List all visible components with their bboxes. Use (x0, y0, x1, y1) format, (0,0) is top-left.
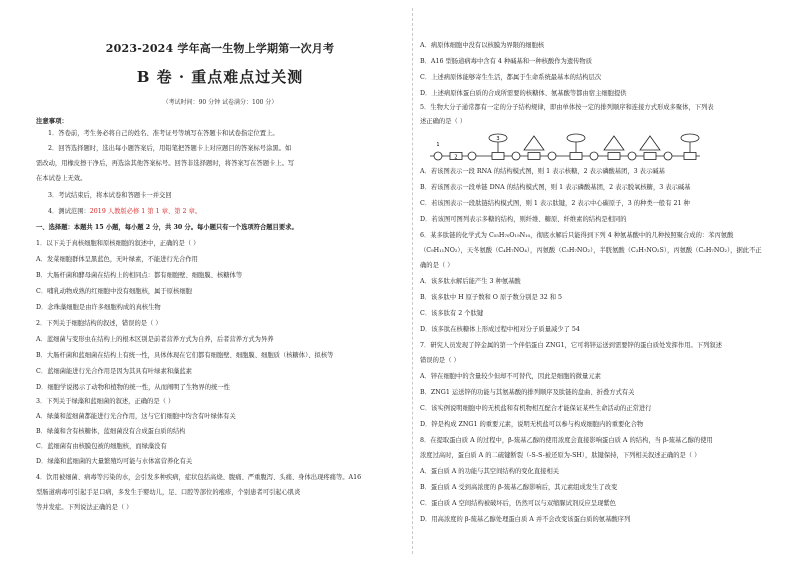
note-line: 在本试卷上无效。 (36, 175, 87, 182)
unit-rect (528, 153, 540, 160)
option: A．病原体细胞中没有以核膜为界限的细胞核 (420, 42, 545, 49)
option: A．蓝细菌与变形虫在结构上的根本区别是前者营养方式为自养，后者营养方式为异养 (36, 336, 274, 343)
question-7: 7．研究人员发现了锌金属的第一个伴侣蛋白 ZNG1，它可将锌运送到需要锌的蛋白质处发挥作用。下列叙述 (420, 342, 722, 349)
option: B．绿藻和含有核糖体，蓝细菌没有合成蛋白质的结构 (36, 428, 186, 435)
option: C．若该图表示一段肽链结构模式图，则 1 表示肽键，2 表示中心碳原子，3 的种类一般有 21 种 (420, 200, 690, 207)
note-line (48, 208, 201, 216)
question-4: 等并发症。下列说法正确的是（ ） (36, 504, 133, 511)
section-heading: 一、选择题：本题共 15 小题，每小题 2 分，共 30 分。每小题只有一个选项符合题目要求。 (36, 224, 298, 231)
unit-rect (570, 153, 582, 160)
unit-circle (512, 152, 520, 160)
option: B．蛋白质 A 受到高浓度的 β-巯基乙醇影响后，其元素组成发生了改变 (420, 484, 618, 491)
option: C．蓝细菌有由核膜包被的细胞核，而绿藻没有 (36, 443, 167, 450)
note-line: 需改动，用橡皮擦干净后，再选涂其他答案标号。回答非选择题时，将答案写在答题卡上。写 (36, 160, 295, 167)
exam-title: 2023-2024 学年高一生物上学期第一次月考 (105, 42, 335, 55)
option: D．用高浓度的 β-巯基乙醇处理蛋白质 A 并不会改变该蛋白质的氨基酸序列 (420, 516, 631, 523)
unit-triangle (524, 136, 544, 150)
notes-heading: 注意事项： (36, 117, 68, 125)
question-5: 5．生物大分子通常都有一定的分子结构规律，即由单体按一定的排列顺序和连接方式形成多聚体，下列表 (420, 104, 714, 111)
paper-title: B 卷 · 重点难点过关测 (136, 68, 304, 86)
option: D．上述病原体蛋白质的合成所需要的核糖体、氨基酸等都由宿主细胞提供 (420, 90, 627, 97)
option: B．该多肽中 H 原子数和 O 原子数分别是 32 和 5 (420, 294, 563, 301)
exam-meta: （考试时间：90 分钟 试卷满分：100 分） (162, 99, 278, 106)
question-2: 2．下列关于细胞结构的叙述，错误的是（ ） (36, 320, 162, 327)
scope-label: 4．测试范围： (48, 208, 90, 215)
question-5: 述正确的是（ ） (420, 118, 467, 125)
diagram-label-3: 3 (496, 136, 500, 142)
note-line: 2．回答选择题时，选出每小题答案后，用铅笔把答题卡上对应题目的答案标号涂黑。如 (48, 145, 292, 152)
scope-value: 2019 人教版必修 1 第 1 章、第 2 章。 (89, 208, 202, 215)
option: D．锌是构成 ZNG1 的重要元素，说明无机盐可以参与构成细胞内的重要化合物 (420, 421, 644, 428)
question-6: 6．某多肽链的化学式为 C₅₅H₇₀O₁₉N₁₀，彻底水解后只能得到下列 4 种氨基酸中的几种按照聚合成的：苯丙氨酸 (420, 232, 734, 239)
option: B．若该图表示一段单链 DNA 的结构模式图，则 1 表示磷酸基团，2 表示脱氧核糖，3 表示碱基 (420, 184, 691, 191)
option: A．蛋白质 A 的功能与其空间结构的变化直接相关 (420, 468, 560, 475)
option: B．大肠杆菌和蓝细菌在结构上有统一性，具体体现在它们都有细胞壁、细胞膜、细胞质（核糖体）、拟核等 (36, 352, 334, 359)
option: A．若该图表示一段 RNA 的结构模式图，则 1 表示核糖，2 表示磷酸基团，3 表示碱基 (420, 168, 665, 175)
note-line: 1．答卷前，考生务必将自己的姓名、准考证号等填写在答题卡和试卷指定位置上。 (48, 130, 279, 137)
option: D．若该图可图列表示多糖的结构，则纤维、糖原、纤维素的结构是相同的 (420, 216, 627, 223)
option: D．绿藻和蓝细菌的大量繁殖均可能与水体富营养化有关 (36, 458, 193, 465)
option: B．A16 型肠道病毒中含有 4 种碱基和一种核酸作为遗传物质 (420, 58, 593, 65)
question-4: 型肠道病毒可引起手足口病，多发生于婴幼儿，足、口腔等部位的疱疹，个别患者可引起心肌炎 (36, 489, 301, 496)
right-column (420, 0, 780, 562)
option: A．锌在细胞中的含量较少但却不可替代，因此是细胞的微量元素 (420, 373, 601, 380)
unit-rect (608, 153, 620, 160)
option: C．蓝细菌能进行光合作用是因为其具有叶绿素和藻蓝素 (36, 368, 192, 375)
option: A．该多肽水解后能产生 3 种氨基酸 (420, 278, 521, 285)
polymer-diagram (428, 132, 704, 162)
unit-circle (468, 152, 476, 160)
unit-circle (664, 152, 672, 160)
unit-rect (644, 153, 656, 160)
option: B．大肠杆菌和酵母菌在结构上的相同点：都有细胞壁、细胞膜、核糖体等 (36, 272, 243, 279)
unit-rect (492, 153, 504, 160)
unit-ellipse (567, 134, 585, 142)
question-7: 错误的是（ ） (420, 357, 460, 364)
option: A．绿藻和蓝细菌都能进行光合作用，这与它们细胞中均含有叶绿体有关 (36, 413, 236, 420)
unit-circle (548, 152, 556, 160)
question-6: 确的是（ ） (420, 262, 454, 269)
note-line: 3．考试结束后，将本试卷和答题卡一并交回 (48, 192, 172, 199)
left-column (36, 0, 404, 562)
column-separator (412, 8, 413, 554)
question-1: 1．以下关于真核细胞和原核细胞的叙述中，正确的是（ ） (36, 240, 200, 247)
option: B．ZNG1 运送锌的功能与其氨基酸的排列顺序及肽链的盘曲、折叠方式有关 (420, 389, 635, 396)
question-8: 浓度过高时，蛋白质 A 的二硫键断裂（-S-S-被还原为-SH），肽键保持，下列相关叙述正确的是（ ） (420, 452, 701, 459)
option: A．发菜细胞群体呈黑蓝色，无叶绿素，不能进行光合作用 (36, 256, 198, 263)
question-8: 8．在提取蛋白质 A 的过程中，β-巯基乙醇的使用浓度会直接影响蛋白质 A 的结构，当 β-巯基乙醇的使用 (420, 437, 713, 444)
unit-triangle (604, 136, 624, 150)
option: C．该多肽有 2 个肽键 (420, 310, 484, 317)
diagram-label-2: 2 (454, 154, 458, 161)
question-6: （C₉H₁₁NO₂），天冬氨酸（C₄H₇NO₄），丙氨酸（C₃H₇NO₂），半胱氨酸（C₃H₇NO₂S），丙氨酸（C₃H₇NO₂），据此不正 (420, 247, 762, 254)
unit-ellipse (681, 134, 699, 142)
unit-circle (590, 152, 598, 160)
unit-circle (434, 152, 442, 160)
question-3: 3．下列关于绿藻和蓝细菌的叙述，正确的是（ ） (36, 398, 175, 405)
diagram-label-1: 1 (436, 142, 440, 148)
option: C．蛋白质 A 空间结构被破坏后，仍然可以与双缩脲试剂反应呈现紫色 (420, 500, 616, 507)
unit-circle (628, 152, 636, 160)
option: D．念珠藻细胞是由许多细胞构成的真核生物 (36, 304, 161, 311)
option: C．上述病原体能够寄生生活，都属于生命系统最基本的结构层次 (420, 74, 602, 81)
option: C．该实例说明细胞中的无机盐和有机物相互配合才能保证某些生命活动的正常进行 (420, 405, 652, 412)
question-4: 4．饮用被细菌、病毒等污染的水，会引发多种疾病，症状包括高烧、腹痛、严重腹泻、头痛、身体出现疼痛等。A16 (36, 474, 362, 481)
option: C．哺乳动物成熟的红细胞中没有细胞核，属于原核细胞 (36, 288, 192, 295)
option: D．该多肽在核糖体上形成过程中相对分子质量减少了 54 (420, 326, 580, 333)
unit-triangle (640, 136, 660, 150)
option: D．细胞学说揭示了动物和植物的统一性，从而阐明了生物界的统一性 (36, 384, 230, 391)
unit-rect (684, 153, 696, 160)
